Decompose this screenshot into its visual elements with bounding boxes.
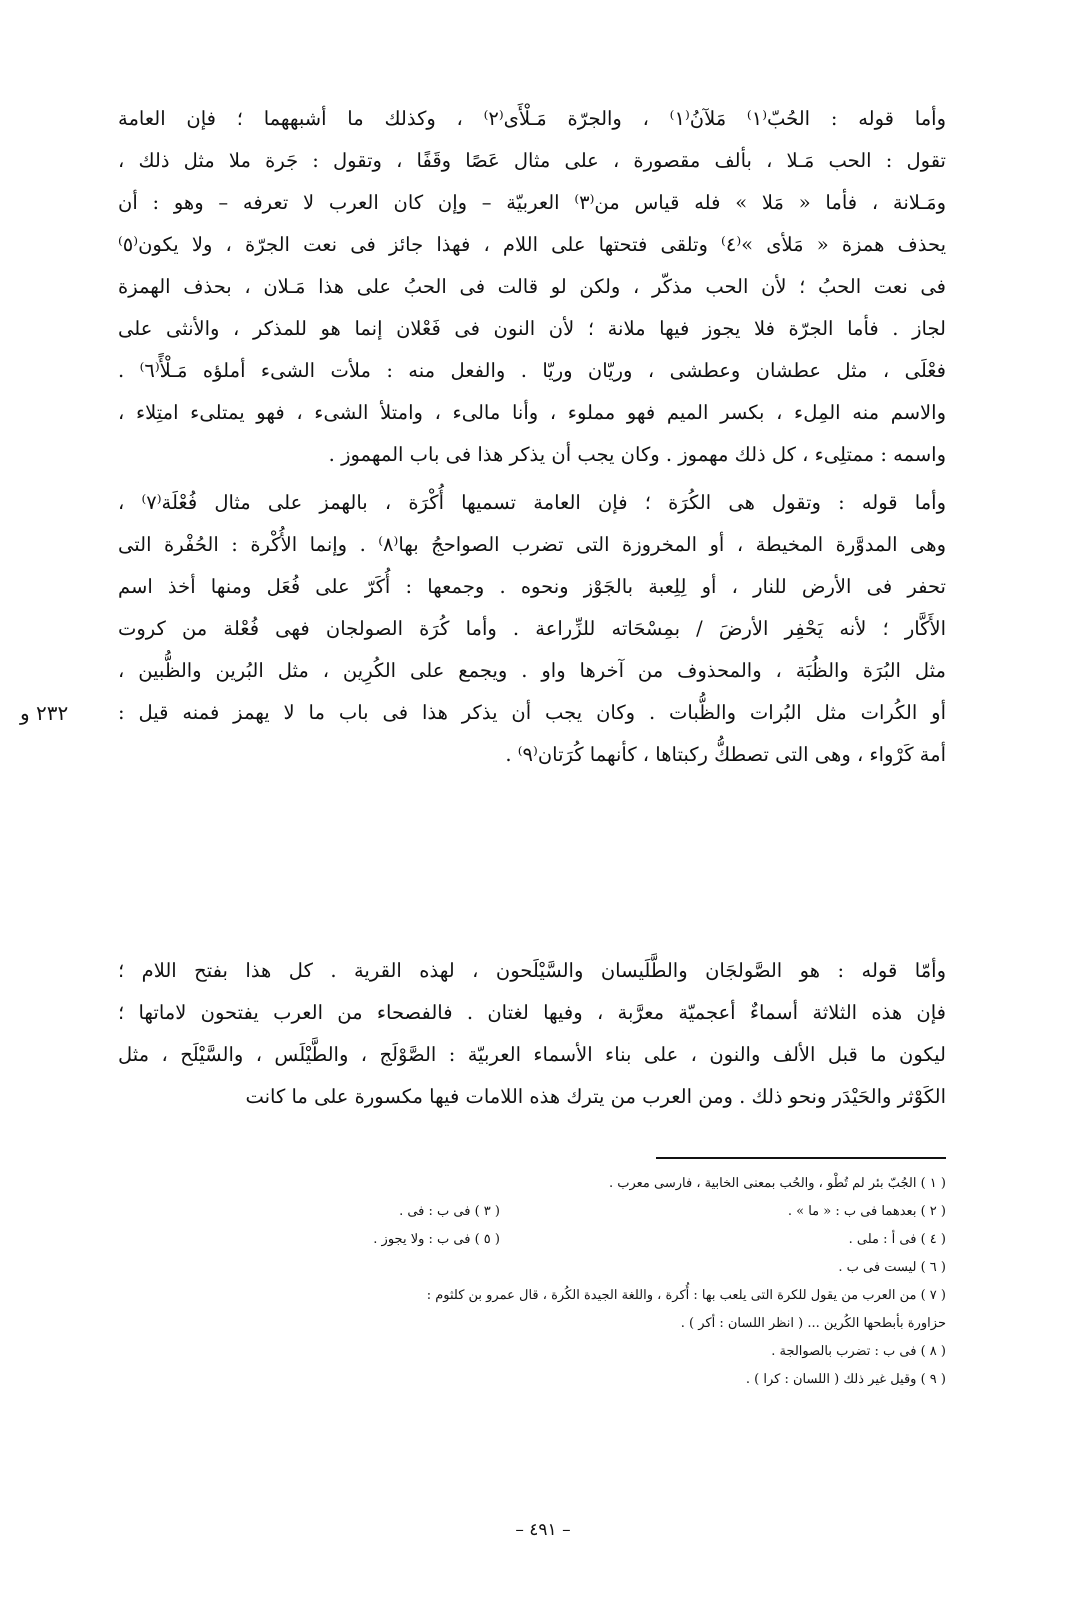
footnote: حزاورة بأبطحها الكُرين ... ( انظر اللسان : أكر ) . (680, 1316, 946, 1331)
text-line: وأما قوله : وتقول هى الكُرَة ؛ فإن العامة تسميها أُكْرَة ، بالهمز على مثال فُعْلَة⁽٧⁾ ، (118, 491, 946, 514)
text-line: وأما قوله : الحُبّ⁽١⁾ مَلآنُ⁽١⁾ ، والجرّة مَـلْأَى⁽٢⁾ ، وكذلك ما أشبههما ؛ فإن العامة (118, 107, 946, 130)
footnote: ( ٢ ) بعدهما فى ب : « ما » . (787, 1204, 946, 1219)
text-line: الأَكَّار ؛ لأنه يَحْفِر الأرضَ / بمِسْحَاته للزِّراعة . وأما كُرَة الصولجان فهى فُعْلة من كروت (118, 617, 946, 640)
footnote-row (190, 1282, 946, 1310)
footnote-separator (656, 1157, 946, 1159)
text-line: الكَوْثر والحَيْدَر ونحو ذلك . ومن العرب من يترك هذه اللامات فيها مكسورة على ما كانت (245, 1085, 946, 1108)
text-line: والاسم منه المِلء ، بكسر الميم فهو مملوء ، وأنا مالىء ، وامتلأ الشىء ، فهو يمتلىء امتِلاء ، (118, 401, 946, 424)
text-line: تحفر فى الأرض للنار ، أو لِلِعبة بالجَوْز ونحوه . وجمعها : أُكَرّ على فُعَل ومنها أخذ اسم (118, 575, 946, 598)
footnote: ( ٥ ) فى ب : ولا يجوز . (373, 1232, 500, 1247)
footnote: ( ٨ ) فى ب : تضرب بالصوالجة . (771, 1344, 946, 1359)
paragraph-3 (118, 950, 946, 1118)
text-line: لجاز . فأما الجرّة فلا يجوز فيها ملانة ؛ لأن النون فى فَعْلان إنما هو للمذكر ، والأنثى على (118, 317, 946, 340)
text-line: تقول : الحب مَـلا ، بألف مقصورة ، على مثال عَصًا وقَفًا ، وتقول : جَرة ملا مثل ذلك ، (118, 149, 946, 172)
footnote-row (190, 1198, 946, 1226)
footnote: ( ٩ ) وقيل غير ذلك ( اللسان : كرا ) . (745, 1372, 946, 1387)
footnote-row (190, 1366, 946, 1394)
text-line: فإن هذه الثلاثة أسماءٌ أعجميّة معرَّبة ، وفيها لغتان . فالفصحاء من العرب يفتحون لاماتها ؛ (118, 1001, 946, 1024)
footnote-row (190, 1338, 946, 1366)
text-line: أو الكُرات مثل البُرات والظُّبات . وكان يجب أن يذكر هذا فى باب ما لا يهمز فمنه قيل : (118, 701, 946, 724)
text-line: ومَـلانة ، فأما « مَلا » فله قياس من⁽٣⁾ العربيّة – وإن كان العرب لا تعرفه – وهو : أن (118, 191, 946, 214)
text-line: ليكون ما قبل الألف والنون ، على بناء الأسماء العربيّة : الصَّوْلَج ، والطَّيْلَس ، والسَّيْلَح ، مثل (118, 1043, 946, 1066)
footnote: ( ٤ ) فى أ : ملى . (848, 1232, 946, 1247)
text-line: وهى المدوَّرة المخيطة ، أو المخروزة التى تضرب الصواحجُ بها⁽٨⁾ . وإنما الأُكْرة : الحُفْرة التى (118, 533, 946, 556)
footnote-row (190, 1310, 946, 1338)
footnote: ( ٦ ) ليست فى ب . (838, 1260, 946, 1275)
footnote: ( ٧ ) من العرب من يقول للكرة التى يلعب بها : أُكرة ، واللغة الجيدة الكُرة ، قال عمرو بن كلثوم : (426, 1288, 946, 1303)
paragraph-1 (118, 98, 946, 476)
manuscript-folio-reference: ٢٣٢ و (20, 701, 69, 725)
text-line: مثل البُرَة والظُبَة ، والمحذوف من آخرها واو . ويجمع على الكُرِين ، مثل البُرين والظُّبين ، (118, 659, 946, 682)
footnote: ( ٣ ) فى ب : فى . (399, 1204, 500, 1219)
footnotes (190, 1170, 946, 1394)
text-line: فعْلَى ، مثل عطشان وعطشى ، وريّان وريّا . والفعل منه : ملأت الشىء أملؤه مَـلْأً⁽٦⁾ . (118, 359, 946, 382)
text-line: فى نعت الحبُ ؛ لأن الحب مذكّر ، ولكن لو قالت فى الحبُ على هذا مَـلان ، بحذف الهمزة (118, 275, 946, 298)
footnote-row (190, 1254, 946, 1282)
page-number: – ٤٩١ – (515, 1520, 571, 1540)
footnote-row (190, 1226, 946, 1254)
footnote: ( ١ ) الجُبّ بئر لم تُطْو ، والحُب بمعنى الخابية ، فارسى معرب . (608, 1176, 946, 1191)
paragraph-2 (118, 482, 946, 776)
text-line: واسمه : ممتلِىء ، كل ذلك مهموز . وكان يجب أن يذكر هذا فى باب المهموز . (328, 443, 946, 466)
text-line: أمة كَرْواء ، وهى التى تصطكُّ ركبتاها ، كأنهما كُرَتان⁽٩⁾ . (505, 743, 946, 766)
text-line: يحذف همزة « مَلأى »⁽٤⁾ وتلقى فتحتها على اللام ، فهذا جائز فى نعت الجرّة ، ولا يكون⁽٥⁾ (118, 233, 946, 256)
footnote-row (190, 1170, 946, 1198)
text-line: وأمّا قوله : هو الصَّولجَان والطَّلَيسان والسَّيْلَحون ، لهذه القرية . كل هذا بفتح اللام ؛ (118, 959, 946, 982)
